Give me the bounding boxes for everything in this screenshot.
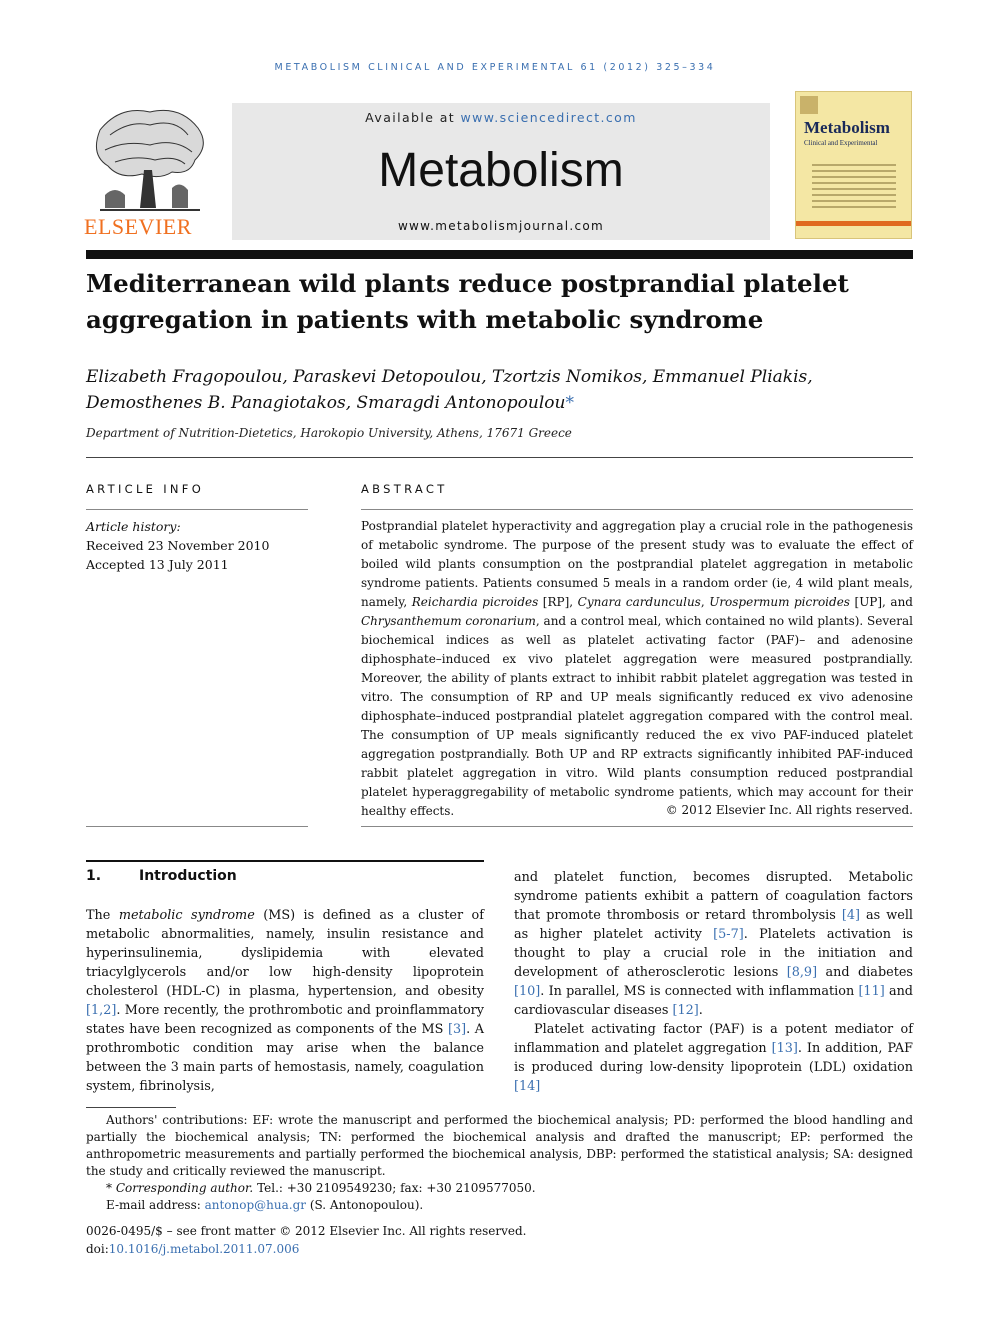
citation-link[interactable]: [1,2] — [86, 1003, 117, 1018]
authors-line-1: Elizabeth Fragopoulou, Paraskevi Detopoulou, Tzortzis Nomikos, Emmanuel Pliakis, — [86, 367, 813, 387]
available-at — [232, 110, 770, 125]
article-history — [86, 517, 269, 574]
article-info-rule — [86, 509, 308, 510]
available-prefix: Available at — [365, 110, 461, 125]
footnote-rule — [86, 1107, 176, 1108]
affiliation: Department of Nutrition-Dietetics, Harokopio University, Athens, 17671 Greece — [86, 426, 572, 440]
email-note: E-mail address: antonop@hua.gr (S. Antonopoulou). — [106, 1198, 424, 1212]
cover-title: Metabolism — [804, 118, 890, 137]
author-contributions: Authors' contributions: EF: wrote the manuscript and performed the biochemical analysis; PD: performed the blood handling and partially the biochemical analysis; TN: performed the biochemical analysis and drafted the manuscript; EP: performed the anthropometric measurements and partially performed the biochemical analysis, DBP: performed the statistical analysis; SA: designed the study and critically reviewed the manuscript. — [86, 1113, 913, 1178]
issn-line: 0026-0495/$ – see front matter © 2012 Elsevier Inc. All rights reserved. — [86, 1224, 527, 1238]
citation-link[interactable]: [5-7] — [713, 927, 744, 942]
abstract-bottom-rule — [361, 826, 913, 827]
article-title: Mediterranean wild plants reduce postprandial platelet aggregation in patients with metabolic syndrome — [86, 269, 849, 334]
citation-link[interactable]: [8,9] — [786, 965, 818, 980]
article-info-bottom-rule — [86, 826, 308, 827]
citation-link[interactable]: [3] — [447, 1022, 467, 1037]
citation-link[interactable]: [12] — [672, 1003, 699, 1018]
doi-link[interactable]: 10.1016/j.metabol.2011.07.006 — [108, 1242, 300, 1256]
history-label: Article history: — [86, 519, 181, 534]
citation-link[interactable]: [11] — [858, 984, 885, 999]
cover-band — [796, 221, 911, 226]
author-list — [86, 364, 913, 416]
journal-url[interactable]: www.metabolismjournal.com — [397, 219, 605, 233]
authors-line-2: Demosthenes B. Panagiotakos, Smaragdi Antonopoulou — [86, 393, 566, 413]
citation-link[interactable]: [4] — [841, 908, 860, 923]
journal-name: Metabolism — [378, 144, 624, 197]
page-footer: 0026-0495/$ – see front matter © 2012 Elsevier Inc. All rights reserved. doi:10.1016/j.metabol.2011.07.006 — [86, 1224, 527, 1256]
citation-link[interactable]: [10] — [514, 984, 541, 999]
abstract-label: ABSTRACT — [361, 482, 448, 496]
sciencedirect-link[interactable]: www.sciencedirect.com — [460, 110, 637, 125]
header-rule — [86, 250, 913, 259]
abstract-body: Postprandial platelet hyperactivity and aggregation play a crucial role in the pathogenesis of metabolic syndrome. The purpose of the present study was to evaluate the effect of boiled wild plants consumption on the postprandial platelet aggregation in metabolic syndrome patients. Patients consumed 5 meals in a random order (ie, 4 wild plant meals, namely, Reichardia picroides [RP], Cynara cardunculus, Urospermum picroides [UP], and Chrysanthemum coronarium, and a control meal, which contained no wild plants). Several biochemical indices as well as platelet activating factor (PAF)– and adenosine diphosphate–induced ex vivo platelet aggregation were measured postprandially. Moreover, the ability of plants extract to inhibit rabbit platelet aggregation was tested in vitro. The consumption of RP and UP meals significantly reduced ex vivo adenosine diphosphate–induced postprandial platelet aggregation compared with the control meal. The consumption of UP meals significantly reduced the ex vivo PAF-induced platelet aggregation postprandially. Both UP and RP extracts significantly inhibited PAF-induced rabbit platelet aggregation in vitro. Wild plants consumption reduced postprandial platelet hyperaggregability of metabolic syndrome patients, which may account for their healthy effects. — [361, 519, 913, 818]
abstract-copyright: © 2012 Elsevier Inc. All rights reserved. — [665, 803, 913, 817]
journal-citation: METABOLISM CLINICAL AND EXPERIMENTAL 61 (2012) 325–334 — [274, 62, 716, 73]
footnotes — [86, 1112, 913, 1214]
email-link[interactable]: antonop@hua.gr — [204, 1198, 307, 1212]
section-rule — [86, 860, 484, 862]
citation-link[interactable]: [13] — [771, 1041, 798, 1056]
section-title: Introduction — [139, 868, 237, 884]
intro-column-right: and platelet function, becomes disrupted. Metabolic syndrome patients exhibit a pattern of coagulation factors that promote thrombosis or retard thrombolysis [4] as well as higher platelet activity [5-7]. Platelets activation is thought to play a crucial role in the initiation and development of atherosclerotic lesions [8,9] and diabetes [10]. In parallel, MS is connected with inflammation [11] and cardiovascular diseases [12]. Platelet activating factor (PAF) is a potent mediator of inflammation and platelet aggregation [13]. In addition, PAF is produced during low-density lipoprotein (LDL) oxidation [14] — [514, 870, 914, 1094]
elsevier-wordmark: ELSEVIER — [84, 214, 192, 239]
cover-contents-lines — [812, 164, 896, 212]
article-info-label: ARTICLE INFO — [86, 482, 205, 496]
received-date: Received 23 November 2010 — [86, 538, 270, 553]
cover-subtitle: Clinical and Experimental — [804, 139, 878, 147]
accepted-date: Accepted 13 July 2011 — [86, 557, 229, 572]
citation-link[interactable]: [14] — [514, 1079, 541, 1094]
divider — [86, 457, 913, 458]
corresponding-author-mark[interactable]: * — [565, 393, 574, 413]
corresponding-author-note: * Corresponding author. Tel.: +30 2109549230; fax: +30 2109577050. — [106, 1181, 536, 1195]
section-heading — [86, 868, 237, 884]
section-number: 1. — [86, 868, 102, 884]
cover-elsevier-icon — [800, 96, 818, 114]
intro-column-left: The metabolic syndrome (MS) is defined as a cluster of metabolic abnormalities, namely, insulin resistance and hyperinsulinemia, dyslipidemia with elevated triacylglycerols and/or low high-density lipoprotein cholesterol (HDL-C) in plasma, hypertension, and obesity [1,2]. More recently, the prothrombotic and proinflammatory states have been recognized as components of the MS [3]. A prothrombotic condition may arise when the balance between the 3 main parts of hemostasis, namely, coagulation system, fibrinolysis, — [86, 908, 484, 1094]
abstract-rule — [361, 509, 913, 510]
journal-cover — [795, 91, 912, 239]
